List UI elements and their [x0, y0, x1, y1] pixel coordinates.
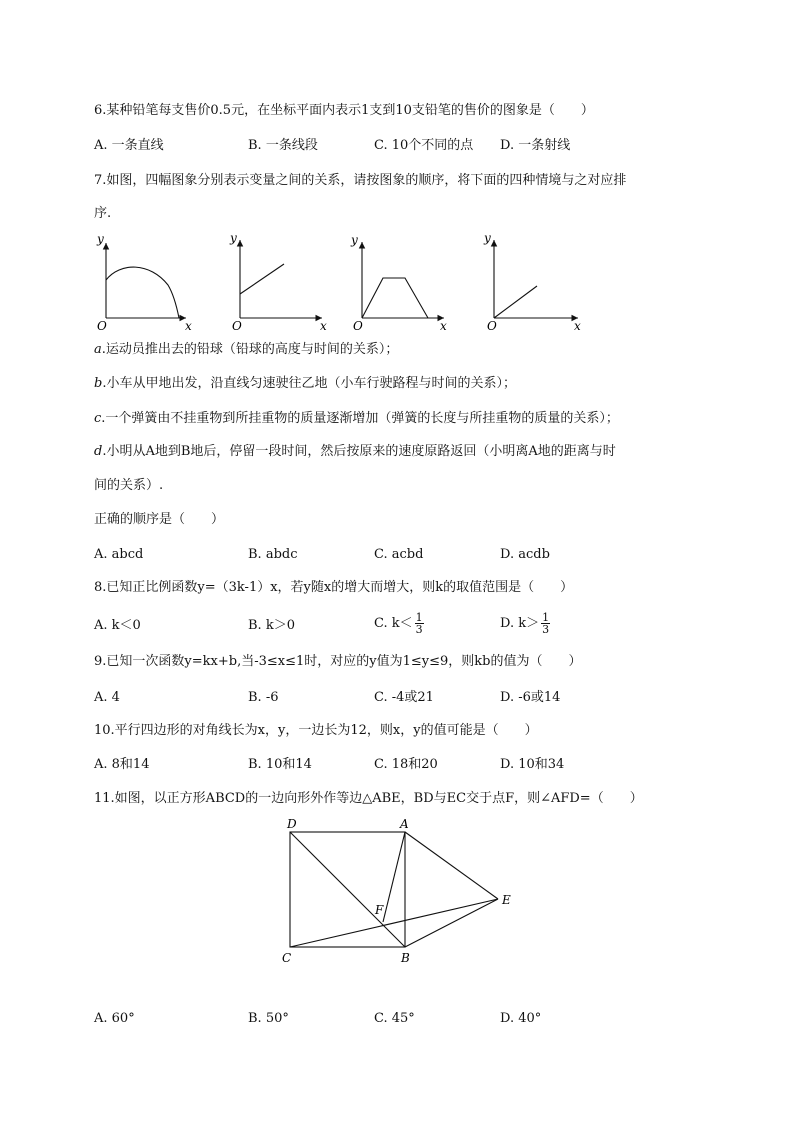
graph-1-x-label: x [185, 319, 192, 333]
q11-option-c: C. 45° [374, 1011, 415, 1026]
graph-3-y-label: y [351, 233, 358, 247]
q11-stem: 11.如图，以正方形ABCD的一边向形外作等边△ABE，BD与EC交于点F，则∠AFD=（ ） [94, 791, 643, 806]
q6-option-c: C. 10个不同的点 [374, 138, 474, 153]
graph-3 [362, 242, 444, 318]
graph-4-y-label: y [484, 231, 491, 245]
q6-option-a: A. 一条直线 [94, 138, 164, 153]
q7-situation-b: b.小车从甲地出发，沿直线匀速驶往乙地（小车行驶路程与时间的关系）； [94, 376, 516, 391]
q7-option-d: D. acdb [500, 547, 550, 562]
segment-ec [290, 899, 498, 947]
graph-2-y-label: y [230, 231, 237, 245]
q10-option-a: A. 8和14 [94, 757, 150, 772]
graph-3-origin: O [353, 319, 363, 333]
q6-option-d: D. 一条射线 [500, 138, 571, 153]
graph-1-y-label: y [97, 232, 104, 246]
q9-option-b: B. -6 [248, 690, 279, 705]
q10-stem: 10.平行四边形的对角线长为x，y，一边长为12，则x，y的值可能是（ ） [94, 723, 538, 738]
q9-option-a: A. 4 [94, 690, 120, 705]
label-b: B [401, 951, 410, 965]
graph-4-line [494, 286, 537, 318]
q10-option-c: C. 18和20 [374, 757, 438, 772]
q10-option-b: B. 10和14 [248, 757, 312, 772]
label-f: F [375, 903, 384, 917]
q8-option-d: D. k＞ $\frac{1}{3}$ [500, 611, 550, 636]
q9-stem: 9.已知一次函数y=kx+b,当-3≤x≤1时，对应的y值为1≤y≤9，则kb的值为（ ） [94, 654, 582, 669]
label-d: D [287, 817, 297, 831]
segment-ae [405, 832, 498, 899]
q7-situation-a: a.运动员推出去的铅球（铅球的高度与时间的关系）； [94, 342, 399, 357]
graph-3-x-label: x [440, 319, 447, 333]
graph-4-x-label: x [574, 319, 581, 333]
q8-option-a: A. k＜0 [94, 618, 141, 633]
q7-option-c: C. acbd [374, 547, 424, 562]
segment-bd [290, 832, 405, 947]
q8-option-d-fraction: $\frac{1}{3}$ [542, 611, 550, 636]
graph-2-line [240, 264, 284, 294]
q7-situation-c: c.一个弹簧由不挂重物到所挂重物的质量逐渐增加（弹簧的长度与所挂重物的质量的关系）； [94, 411, 619, 426]
graph-4-origin: O [487, 319, 497, 333]
graph-1-origin: O [97, 319, 107, 333]
q7-situation-d: d.小明从A地到B地后，停留一段时间，然后按原来的速度原路返回（小明离A地的距离与时 [94, 444, 616, 459]
q6-option-b: B. 一条线段 [248, 138, 318, 153]
q7-situation-d-cont: 间的关系）. [94, 478, 164, 493]
q11-option-b: B. 50° [248, 1011, 289, 1026]
label-a: A [400, 817, 409, 831]
q9-option-d: D. -6或14 [500, 690, 561, 705]
q10-option-d: D. 10和34 [500, 757, 565, 772]
graph-2-origin: O [232, 319, 242, 333]
q8-option-c: C. k＜ $\frac{1}{3}$ [374, 611, 423, 636]
q11-option-a: A. 60° [94, 1011, 135, 1026]
q7-stem-line2: 序. [94, 206, 112, 221]
q7-option-a: A. abcd [94, 547, 144, 562]
q7-graphs [0, 228, 794, 338]
q7-prompt: 正确的顺序是（ ） [94, 512, 225, 527]
q8-option-b: B. k＞0 [248, 618, 295, 633]
graph-1 [106, 243, 186, 318]
graph-2 [240, 240, 322, 318]
q6-stem: 6.某种铅笔每支售价0.5元，在坐标平面内表示1支到10支铅笔的售价的图象是（ ） [94, 103, 594, 118]
label-e: E [502, 893, 511, 907]
q7-option-b: B. abdc [248, 547, 298, 562]
graph-3-trapezoid [362, 278, 428, 318]
graph-1-curve [106, 267, 179, 318]
graph-4 [494, 240, 578, 318]
q7-stem-line1: 7.如图，四幅图象分别表示变量之间的关系，请按图象的顺序，将下面的四种情境与之对应排 [94, 173, 627, 188]
q8-option-c-fraction: $\frac{1}{3}$ [415, 611, 423, 636]
segment-ab-diag [383, 832, 405, 922]
q11-option-d: D. 40° [500, 1011, 542, 1026]
q11-geometry-figure [0, 812, 794, 972]
q8-stem: 8.已知正比例函数y=（3k-1）x，若y随x的增大而增大，则k的取值范围是（ ） [94, 580, 574, 595]
label-c: C [282, 951, 292, 965]
q9-option-c: C. -4或21 [374, 690, 434, 705]
segment-be [405, 899, 498, 947]
graph-2-x-label: x [320, 319, 327, 333]
